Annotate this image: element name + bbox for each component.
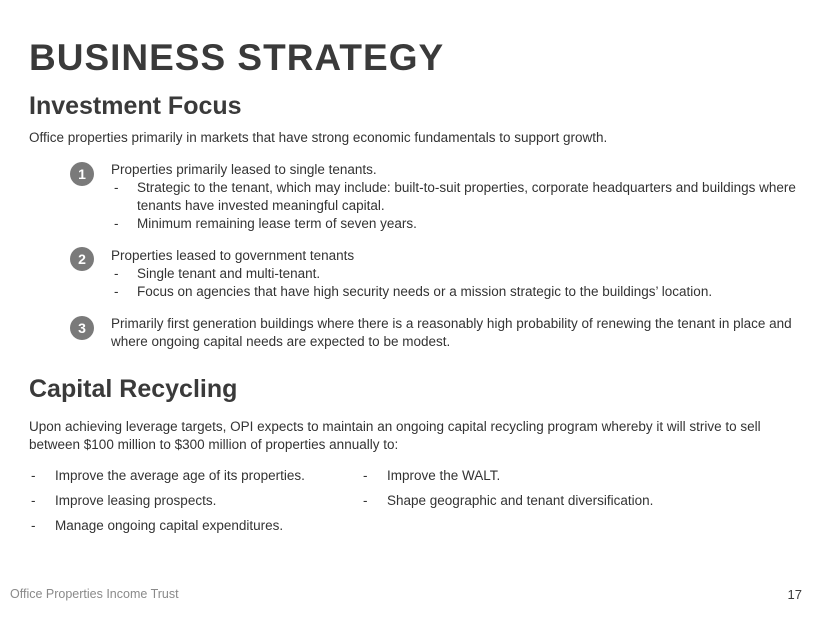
investment-focus-heading: Investment Focus (29, 92, 242, 120)
investment-intro: Office properties primarily in markets that have strong economic fundamentals to support growth. (29, 130, 608, 145)
investment-item-2-text: Properties leased to government tenants (111, 248, 355, 263)
footer-company-name: Office Properties Income Trust (10, 587, 179, 601)
capital-bullet-left-1: - Improve the average age of its properties. (29, 467, 305, 485)
investment-item-2-sub-2: - Focus on agencies that have high security needs or a mission strategic to the buildings’ location. (111, 283, 801, 301)
investment-item-2-sub-1: - Single tenant and multi-tenant. (111, 265, 801, 283)
slide-title: BUSINESS STRATEGY (29, 37, 445, 78)
investment-item-1-sub-1: - Strategic to the tenant, which may include: built-to-suit properties, corporate headquarters and buildings where tenants have invested meaningful capital. (111, 179, 801, 215)
investment-item-3-text: Primarily first generation buildings where there is a reasonably high probability of renewing the tenant in place and where ongoing capital needs are expected to be modest. (111, 316, 792, 349)
capital-bullet-left-3: - Manage ongoing capital expenditures. (29, 517, 283, 535)
investment-item-1-text: Properties primarily leased to single tenants. (111, 162, 377, 177)
number-badge-2: 2 (70, 247, 94, 271)
capital-bullet-left-2: - Improve leasing prospects. (29, 492, 216, 510)
investment-item-1 (111, 161, 801, 233)
capital-recycling-heading: Capital Recycling (29, 375, 238, 403)
capital-intro: Upon achieving leverage targets, OPI expects to maintain an ongoing capital recycling program whereby it will strive to sell between $100 million to $300 million of properties annually to: (29, 419, 761, 452)
investment-item-1-sub-2: - Minimum remaining lease term of seven years. (111, 215, 801, 233)
investment-item-3 (111, 315, 801, 351)
capital-bullet-right-2: - Shape geographic and tenant diversification. (361, 492, 653, 510)
number-badge-1: 1 (70, 162, 94, 186)
capital-bullet-right-1: - Improve the WALT. (361, 467, 500, 485)
investment-item-2 (111, 247, 801, 301)
number-badge-3: 3 (70, 316, 94, 340)
page-number: 17 (787, 587, 802, 602)
